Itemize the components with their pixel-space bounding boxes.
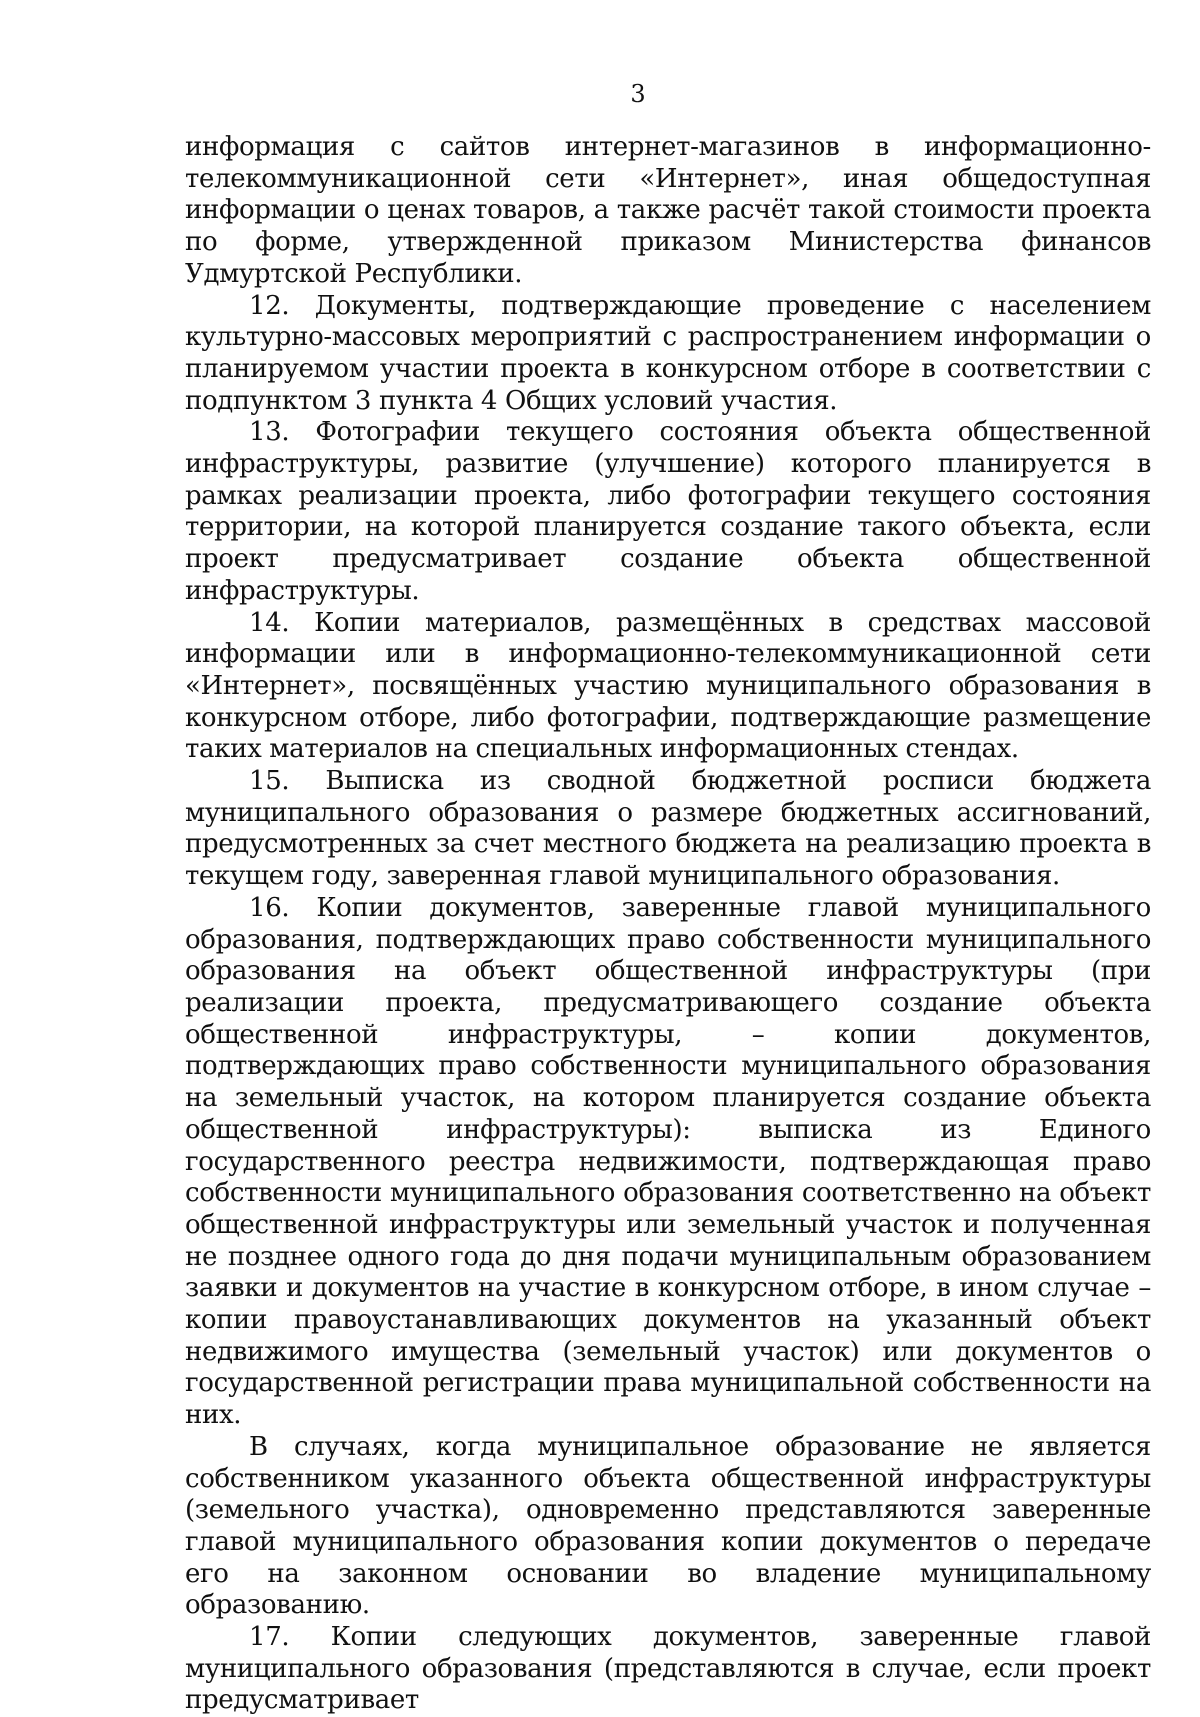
paragraph-item-12: 12. Документы, подтверждающие проведение с населением культурно-массовых мероприятий с распространением информации о планируемом участии проекта в конкурсном отборе в соответствии с подпунктом 3 пункта 4 Общих условий участия. xyxy=(185,290,1151,416)
paragraph-ownership-note: В случаях, когда муниципальное образование не является собственником указанного объекта общественной инфраструктуры (земельного участка), одновременно представляются заверенные главой муниципального образования копии документов о передаче его на законном основании во владение муниципальному образованию. xyxy=(185,1431,1151,1621)
paragraph-item-16: 16. Копии документов, заверенные главой муниципального образования, подтверждающих право собственности муниципального образования на объект общественной инфраструктуры (при реализации проекта, предусматривающего создание объекта общественной инфраструктуры, – копии документов, подтверждающих право собственности муниципального образования на земельный участок, на котором планируется создание объекта общественной инфраструктуры): выписка из Единого государственного реестра недвижимости, подтверждающая право собственности муниципального образования соответственно на объект общественной инфраструктуры или земельный участок и полученная не позднее одного года до дня подачи муниципальным образованием заявки и документов на участие в конкурсном отборе, в ином случае – копии правоустанавливающих документов на указанный объект недвижимого имущества (земельный участок) или документов о государственной регистрации права муниципальной собственности на них. xyxy=(185,892,1151,1431)
document-body xyxy=(185,132,1151,1717)
paragraph-item-15: 15. Выписка из сводной бюджетной росписи бюджета муниципального образования о размере бюджетных ассигнований, предусмотренных за счет местного бюджета на реализацию проекта в текущем году, заверенная главой муниципального образования. xyxy=(185,766,1151,892)
page-number: 3 xyxy=(630,80,646,108)
paragraph-continuation: информация с сайтов интернет-магазинов в информационно-телекоммуникационной сети «Интернет», иная общедоступная информации о ценах товаров, а также расчёт такой стоимости проекта по форме, утвержденной приказом Министерства финансов Удмуртской Республики. xyxy=(185,132,1151,289)
paragraph-item-17: 17. Копии следующих документов, заверенные главой муниципального образования (представляются в случае, если проект предусматривает xyxy=(185,1622,1151,1716)
paragraph-item-13: 13. Фотографии текущего состояния объекта общественной инфраструктуры, развитие (улучшение) которого планируется в рамках реализации проекта, либо фотографии текущего состояния территории, на которой планируется создание такого объекта, если проект предусматривает создание объекта общественной инфраструктуры. xyxy=(185,417,1151,606)
paragraph-item-14: 14. Копии материалов, размещённых в средствах массовой информации или в информационно-телекоммуникационной сети «Интернет», посвящённых участию муниципального образования в конкурсном отборе, либо фотографии, подтверждающие размещение таких материалов на специальных информационных стендах. xyxy=(185,607,1151,765)
